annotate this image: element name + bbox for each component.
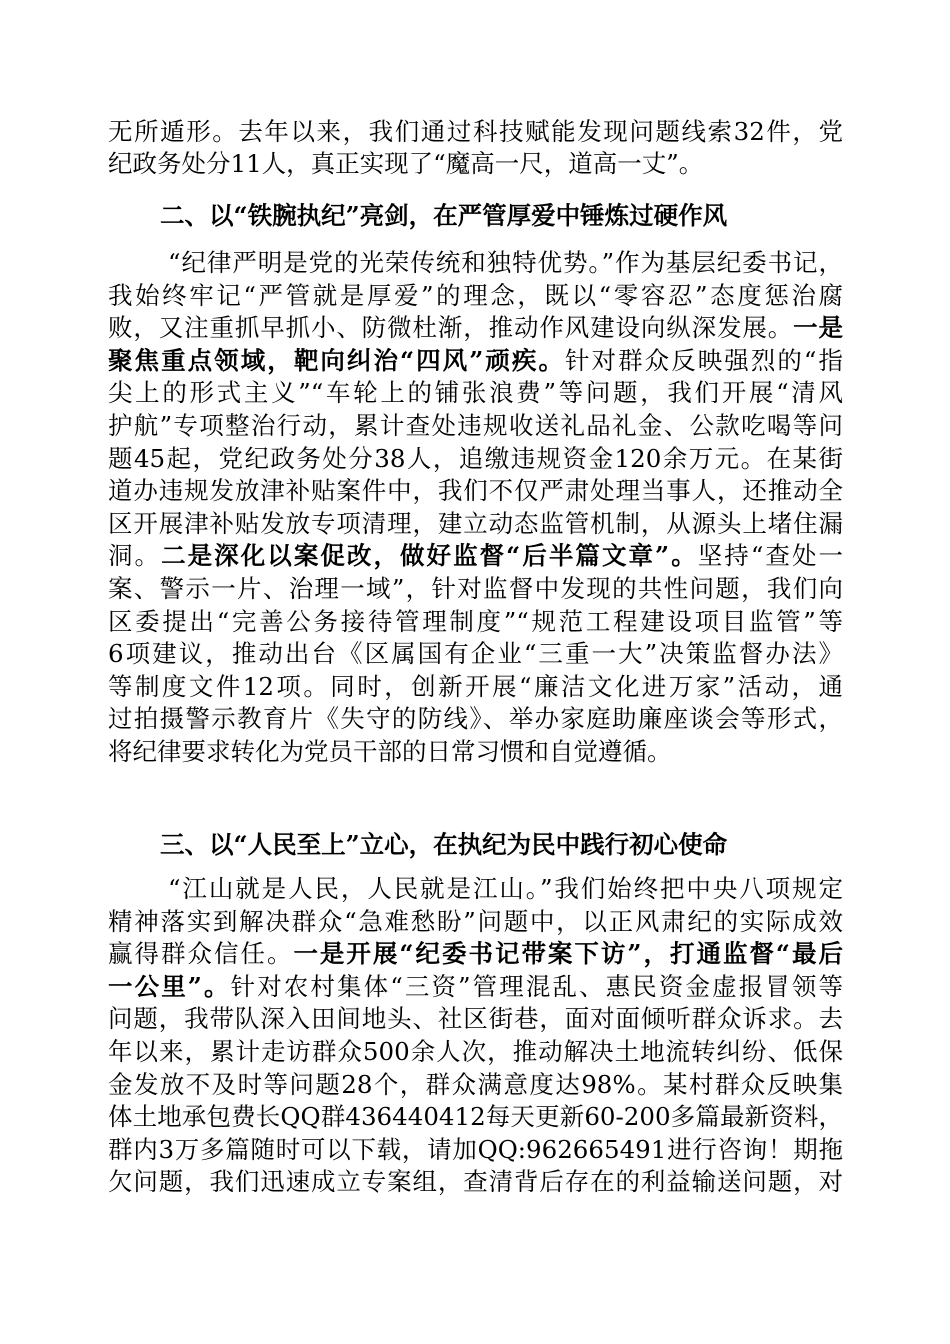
text-run: 我始终牢记“严管就是厚爱”的理念，既以“零容忍”态度惩治腐 — [108, 280, 843, 310]
paragraph-line — [108, 906, 843, 938]
paragraph-line — [108, 638, 843, 670]
paragraph-line — [108, 1134, 843, 1166]
paragraph-line — [108, 116, 843, 148]
bold-text-run: 三、以“人民至上”立心，在执纪为民中践行初心使命 — [160, 830, 728, 859]
paragraph-line — [108, 938, 843, 970]
text-run: 金发放不及时等问题28个，群众满意度达98%。某村群众反映集 — [108, 1069, 843, 1099]
text-run: 精神落实到解决群众“急难愁盼”问题中，以正风肃纪的实际成效 — [108, 906, 843, 936]
paragraph-line — [108, 1003, 843, 1035]
bold-text-run: 二是深化以案促改，做好监督“后半篇文章”。 — [161, 541, 698, 571]
text-run: 群内3万多篇随时可以下载，请加QQ:962665491进行咨询！期拖 — [108, 1134, 843, 1164]
bold-text-run: 一公里”。 — [108, 971, 231, 1001]
paragraph-line — [108, 443, 843, 475]
paragraph-line — [108, 540, 843, 572]
paragraph-line — [168, 873, 843, 905]
paragraph-line — [108, 312, 843, 344]
paragraph-line — [108, 736, 843, 768]
paragraph-line — [108, 606, 843, 638]
bold-text-run: 一是 — [793, 313, 843, 343]
paragraph-line — [108, 671, 843, 703]
paragraph-line — [108, 1101, 843, 1133]
text-run: 将纪律要求转化为党员干部的日常习惯和自觉遵循。 — [108, 737, 672, 766]
text-run: 6项建议，推动出台《区属国有企业“三重一大”决策监督办法》 — [108, 639, 843, 669]
text-run: 等制度文件12项。同时，创新开展“廉洁文化进万家”活动，通 — [108, 671, 843, 701]
text-run: 纪政务处分11人，真正实现了“魔高一尺，道高一丈”。 — [108, 149, 704, 178]
text-run: 针对群众反映强烈的“指 — [565, 345, 843, 375]
paragraph-line — [108, 508, 843, 540]
text-run: 坚持“查处一 — [697, 541, 844, 571]
bold-text-run: 一是开展“纪委书记带案下访”，打通监督“最后 — [293, 939, 844, 969]
text-run: 过拍摄警示教育片《失守的防线》、举办家庭助廉座谈会等形式， — [108, 704, 843, 734]
paragraph-line — [108, 1069, 843, 1101]
paragraph-line — [108, 1166, 843, 1198]
text-run: 欠问题，我们迅速成立专案组，查清背后存在的利益输送问题，对 — [108, 1167, 843, 1197]
paragraph-line — [108, 148, 843, 180]
paragraph-line — [108, 1036, 843, 1068]
text-run: 体土地承包费长QQ群436440412每天更新60-200多篇最新资料， — [108, 1102, 843, 1132]
section-heading — [160, 829, 727, 861]
paragraph-line — [108, 475, 843, 507]
text-run: 年以来，累计走访群众500余人次，推动解决土地流转纠纷、低保 — [108, 1037, 843, 1066]
paragraph-line — [108, 280, 843, 312]
text-run: 败，又注重抓早抓小、防微杜渐，推动作风建设向纵深发展。 — [108, 313, 794, 343]
paragraph-line — [108, 377, 843, 409]
paragraph-line — [108, 410, 843, 442]
text-run: “纪律严明是党的光荣传统和独特优势。”作为基层纪委书记， — [168, 248, 843, 277]
text-run: 洞。 — [108, 541, 162, 571]
paragraph-line — [108, 573, 843, 605]
text-run: 护航”专项整治行动，累计查处违规收送礼品礼金、公款吃喝等问 — [108, 411, 843, 440]
text-run: 道办违规发放津补贴案件中，我们不仅严肃处理当事人，还推动全 — [108, 476, 843, 506]
text-run: 针对农村集体“三资”管理混乱、惠民资金虚报冒领等 — [230, 971, 843, 1001]
text-run: 案、警示一片、治理一域”，针对监督中发现的共性问题，我们向 — [108, 574, 843, 603]
text-run: 无所遁形。去年以来，我们通过科技赋能发现问题线索32件，党 — [108, 117, 843, 146]
text-run: 问题，我带队深入田间地头、社区街巷，面对面倾听群众诉求。去 — [108, 1004, 843, 1034]
paragraph-line — [108, 703, 843, 735]
bold-text-run: 聚焦重点领域，靶向纠治“四风”顽疾。 — [108, 345, 566, 375]
paragraph-line — [108, 971, 843, 1003]
bold-text-run: 二、以“铁腕执纪”亮剑，在严管厚爱中锤炼过硬作风 — [160, 201, 728, 230]
paragraph-line — [168, 247, 843, 279]
text-run: 区委提出“完善公务接待管理制度”“规范工程建设项目监管”等 — [108, 606, 843, 636]
text-run: 题45起，党纪政务处分38人，追缴违规资金120余万元。在某街 — [108, 443, 843, 473]
text-run: 尖上的形式主义”“车轮上的铺张浪费”等问题，我们开展“清风 — [108, 378, 843, 408]
text-run: 赢得群众信任。 — [108, 939, 294, 969]
text-run: 区开展津补贴发放专项清理，建立动态监管机制，从源头上堵住漏 — [108, 508, 843, 538]
paragraph-line — [108, 345, 843, 377]
text-run: “江山就是人民，人民就是江山。”我们始终把中央八项规定 — [168, 874, 843, 903]
section-heading — [160, 200, 727, 232]
